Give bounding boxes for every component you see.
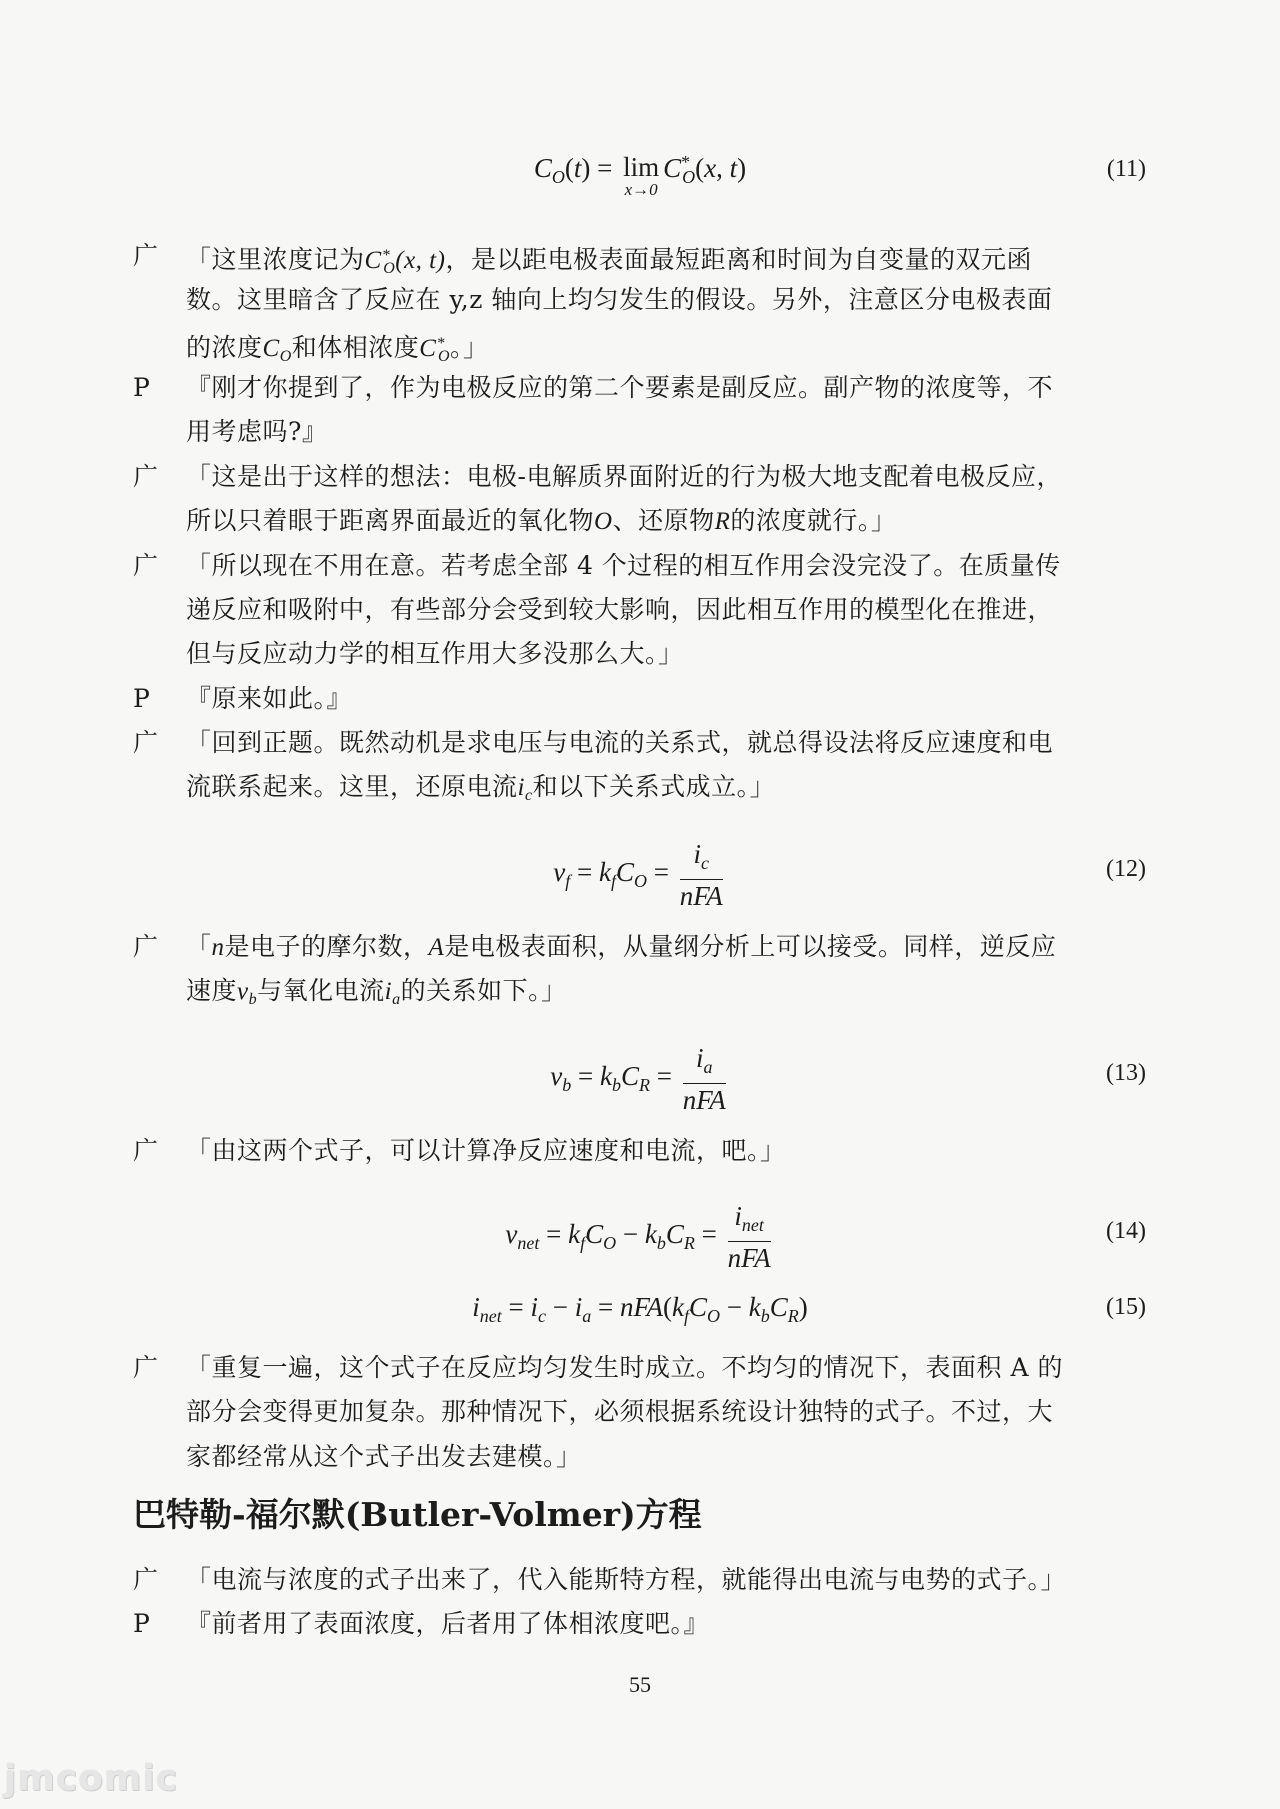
- dialogue-line: [0, 588, 1280, 632]
- speaker-label: 广: [133, 462, 159, 491]
- dialogue-text: 「重复一遍，这个式子在反应均匀发生时成立。不均匀的情况下，表面积 A 的: [186, 1353, 1063, 1382]
- dialogue-text: 「回到正题。既然动机是求电压与电流的关系式，就总得设法将反应速度和电: [186, 728, 1054, 757]
- section-heading: 巴特勒-福尔默(Butler-Volmer)方程: [133, 1495, 702, 1534]
- speaker-label: P: [133, 1609, 150, 1638]
- equation-14-number: (14): [1106, 1218, 1146, 1244]
- equation-12-number: (12): [1106, 856, 1146, 882]
- dialogue-text: 用考虑吗?』: [186, 417, 328, 446]
- dialogue-line: [0, 1435, 1280, 1479]
- dialogue-line: [0, 925, 1280, 969]
- dialogue-line: [0, 499, 1280, 543]
- speaker-label: P: [133, 684, 150, 713]
- dialogue-text: 递反应和吸附中，有些部分会受到较大影响，因此相互作用的模型化在推进，: [186, 595, 1054, 624]
- dialogue-text: 『前者用了表面浓度，后者用了体相浓度吧。』: [186, 1609, 710, 1638]
- dialogue-line: [0, 1602, 1280, 1646]
- dialogue-text: 「电流与浓度的式子出来了，代入能斯特方程，就能得出电流与电势的式子。」: [186, 1565, 1067, 1594]
- dialogue-text: 家都经常从这个式子出发去建模。」: [186, 1442, 582, 1471]
- page-number: 55: [629, 1672, 651, 1697]
- dialogue-line: [0, 234, 1280, 278]
- dialogue-line: [0, 455, 1280, 499]
- dialogue-text: 「这里浓度记为$C^*_O(x$, t)，是以距电极表面最短距离和时间为自变量的双元函: [186, 245, 1032, 277]
- speaker-label: 广: [133, 932, 159, 961]
- dialogue-line: [0, 721, 1280, 765]
- speaker-label: 广: [133, 551, 159, 580]
- dialogue-line: [0, 1129, 1280, 1173]
- dialogue-line: [0, 410, 1280, 454]
- speaker-label: 广: [133, 1136, 159, 1165]
- dialogue-text: 「所以现在不用在意。若考虑全部 4 个过程的相互作用会没完没了。在质量传: [186, 551, 1061, 580]
- dialogue-line: [0, 322, 1280, 366]
- dialogue-text: 所以只着眼于距离界面最近的氧化物O、还原物R的浓度就行。」: [186, 506, 897, 535]
- dialogue-line: [0, 1558, 1280, 1602]
- speaker-label: 广: [133, 1565, 159, 1594]
- dialogue-text: 速度$v_b$与氧化电流$i_a$的关系如下。」: [186, 976, 567, 1008]
- equation-13-number: (13): [1106, 1060, 1146, 1086]
- dialogue-text: 「由这两个式子，可以计算净反应速度和电流，吧。」: [186, 1136, 786, 1165]
- dialogue-text: 数。这里暗含了反应在 y,z 轴向上均匀发生的假设。另外，注意区分电极表面: [186, 285, 1053, 314]
- dialogue-line: [0, 366, 1280, 410]
- dialogue-line: [0, 544, 1280, 588]
- dialogue-text: 部分会变得更加复杂。那种情况下，必须根据系统设计独特的式子。不过，大: [186, 1397, 1054, 1426]
- dialogue-text: 『刚才你提到了，作为电极反应的第二个要素是副反应。副产物的浓度等，不: [186, 373, 1054, 402]
- dialogue-text: 流联系起来。这里，还原电流$i_c$和以下关系式成立。」: [186, 772, 776, 804]
- dialogue-line: [0, 677, 1280, 721]
- speaker-label: 广: [133, 728, 159, 757]
- equation-11-number: (11): [1106, 156, 1146, 182]
- equation-15-number: (15): [1106, 1294, 1146, 1320]
- dialogue-line: [0, 632, 1280, 676]
- dialogue-line: [0, 765, 1280, 809]
- dialogue-line: [0, 278, 1280, 322]
- document-page: $C_O(t)$ = lim x→0 $C^*_O(x$, t) (11) 广 「这里浓度记为$C^*_O(x$, t)，是以距电极表面最短距离和时间为自变量的双元函 数。这里暗含了反应在 y,z 轴向上均匀发生的假设。另外，注意区分电极表面 的浓度$C_O$和体相浓度$C^*_O$。」 P 『刚才你提到了，作为电极反应的第二个要素是副反应。副产物的浓度等，不 用考虑吗?』 广 「这是出于这样的想法：电极-电解质界面附近的行为极大地支配着电极反应， 所以只着眼于距离界面最近的氧化物O、还原物R的浓度就行。」 广 「所以现在不用在意。若考虑全部 4 个过程的相互作用会没完没了。在质量传 递反应和吸附中，有些部分会受到较大影响，因此相互作用的模型化在推进， 但与反应动力学的相互作用大多没那么大。」 P 『原来如此。』 广 「回到正题。既然动机是求电压与电流的关系式，就总得设法将反应速度和电 流联系起来。这里，还原电流$i_c$和以下关系式成立。」 $v_f = k_fC_O$ = $\frac{i_c}{\text{nFA}}$ (12) 广 「n是电子的摩尔数，A是电极表面积，从量纲分析上可以接受。同样，逆反应 速度$v_b$与氧化电流$i_a$的关系如下。」 $v_b = k_bC_R$ = $\frac{i_a}{\text{nFA}}$ (13) 广 「由这两个式子，可以计算净反应速度和电流，吧。」 $v_{net} = k_fC_O - k_bC_R$ = $\frac{i_{net}}{\text{nFA}}$ (14) $i_{net} = i_c - i_a = nFA(k_fC_O - k_bC_R)$ (15) 广 「重复一遍，这个式子在反应均匀发生时成立。不均匀的情况下，表面积 A 的 部分会变得更加复杂。那种情况下，必须根据系统设计独特的式子。不过，大 家都经常从这个式子出发去建模。」 巴特勒-福尔默(Butler-Volmer)方程 广 「电流与浓度的式子出来了，代入能斯特方程，就能得出电流与电势的式子。」 P 『前者用了表面浓度，后者用了体相浓度吧。』 55 jmcomic: [0, 0, 1280, 1809]
- dialogue-line: [0, 1346, 1280, 1390]
- dialogue-line: [0, 969, 1280, 1013]
- dialogue-text: 「这是出于这样的想法：电极-电解质界面附近的行为极大地支配着电极反应，: [186, 462, 1062, 491]
- dialogue-text: 『原来如此。』: [186, 684, 353, 713]
- dialogue-text: 的浓度$C_O$和体相浓度$C^*_O$。」: [186, 333, 489, 365]
- speaker-label: 广: [133, 1353, 159, 1382]
- speaker-label: 广: [133, 241, 159, 270]
- watermark-logo: jmcomic: [4, 1758, 179, 1799]
- dialogue-text: 但与反应动力学的相互作用大多没那么大。」: [186, 639, 684, 668]
- speaker-label: P: [133, 373, 150, 402]
- dialogue-text: 「n是电子的摩尔数，A是电极表面积，从量纲分析上可以接受。同样，逆反应: [186, 932, 1057, 961]
- dialogue-line: [0, 1390, 1280, 1434]
